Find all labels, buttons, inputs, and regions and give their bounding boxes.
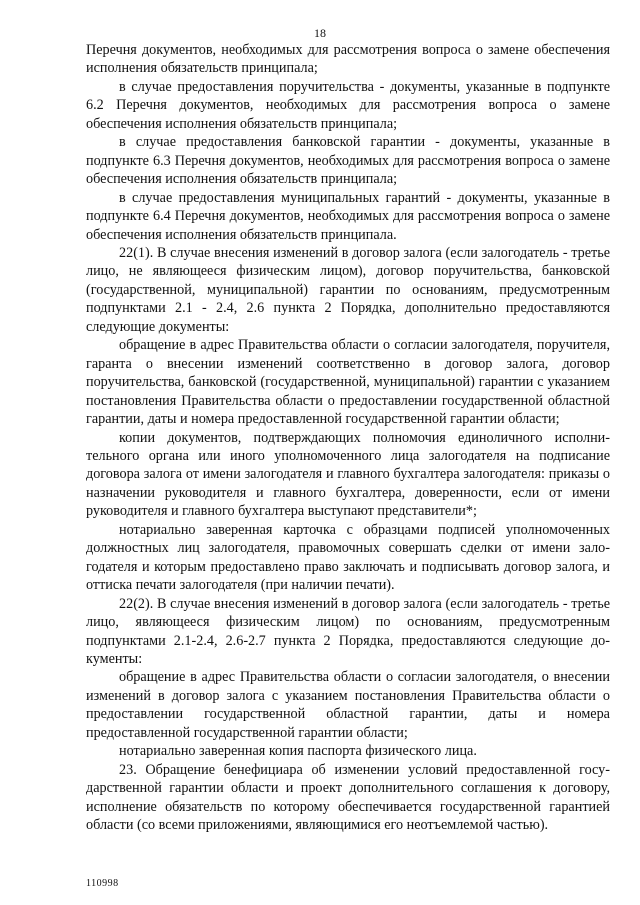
paragraph: нотариально заверенная карточка с образцами подписей уполномоченных должностных лиц залогодателя, правомочных совершать сделки от имени залогодателя и которым предоставлено право заключать и подписывать договор залога, и оттиска печати залогодателя (при наличии печати). — [86, 521, 610, 594]
paragraph-22-2: 22(2). В случае внесения изменений в договор залога (если залогодатель - третье лицо, являющееся физическим лицом) по основаниям, предусмотренным подпунктами 2.1-2.4, 2.6-2.7 пункта 2 Порядка, предоставляются следующие документы: — [86, 595, 610, 667]
paragraph: в случае предоставления поручительства - документы, указанные в подпункте 6.2 Перечня документов, необходимых для рассмотрения вопроса о замене обеспечения исполнения обязательств принципала; — [86, 78, 610, 132]
body-text — [86, 41, 610, 834]
paragraph: Перечня документов, необходимых для рассмотрения вопроса о замене обеспечения исполнения обязательств принципала; — [86, 42, 610, 77]
paragraph: копии документов, подтверждающих полномочия единоличного исполнительного органа или иного уполномоченного лица залогодателя на подписание договора залога от имени залогодателя и главного бухгалтера залогодателя: приказы о назначении руководителя и главного бухгалтера, доверенности, если от имени руководителя и главного бухгалтера выступают представители*; — [86, 429, 610, 520]
paragraph: в случае предоставления банковской гарантии - документы, указанные в подпункте 6.3 Перечня документов, необходимых для рассмотрения вопроса о замене обеспечения исполнения обязательств принципала; — [86, 134, 610, 188]
page-number: 18 — [314, 26, 326, 40]
paragraph: обращение в адрес Правительства области о согласии залогодателя, о внесении изменений в договор залога с указанием постановления Правительства области о предоставлении государственной областной гарантии, даты и номера предоставленной государственной гарантии области; — [86, 669, 610, 741]
document-code: 110998 — [86, 878, 119, 889]
paragraph: обращение в адрес Правительства области о согласии залогодателя, поручителя, гаранта о внесении изменений соответственно в договор залога, договор поручительства, банковской (государственной, муниципальной) гарантии с указанием постановления Правительства области о предоставлении государственной областной гарантии, даты и номера предоставленной государственной гарантии области; — [86, 337, 610, 428]
paragraph-22-1: 22(1). В случае внесения изменений в договор залога (если залогодатель - третье лицо, не являющееся физическим лицом), договор поручительства, банковской (государственной, муниципальной) гарантии по основаниям, предусмотренным подпунктами 2.1 - 2.4, 2.6 пункта 2 Порядка, дополнительно предоставляются следующие документы: — [86, 244, 610, 335]
paragraph-23: 23. Обращение бенефициара об изменении условий предоставленной государственной гарантии области и проект дополнительного соглашения к договору, исполнение обязательств по которому обеспечивается государственной гарантией области (со всеми приложениями, являющимися его неотъемлемой частью). — [86, 761, 610, 834]
paragraph: нотариально заверенная копия паспорта физического лица. — [119, 743, 477, 760]
paragraph: в случае предоставления муниципальных гарантий - документы, указанные в подпункте 6.4 Перечня документов, необходимых для рассмотрения вопроса о замене обеспечения исполнения обязательств принципала. — [86, 189, 610, 243]
